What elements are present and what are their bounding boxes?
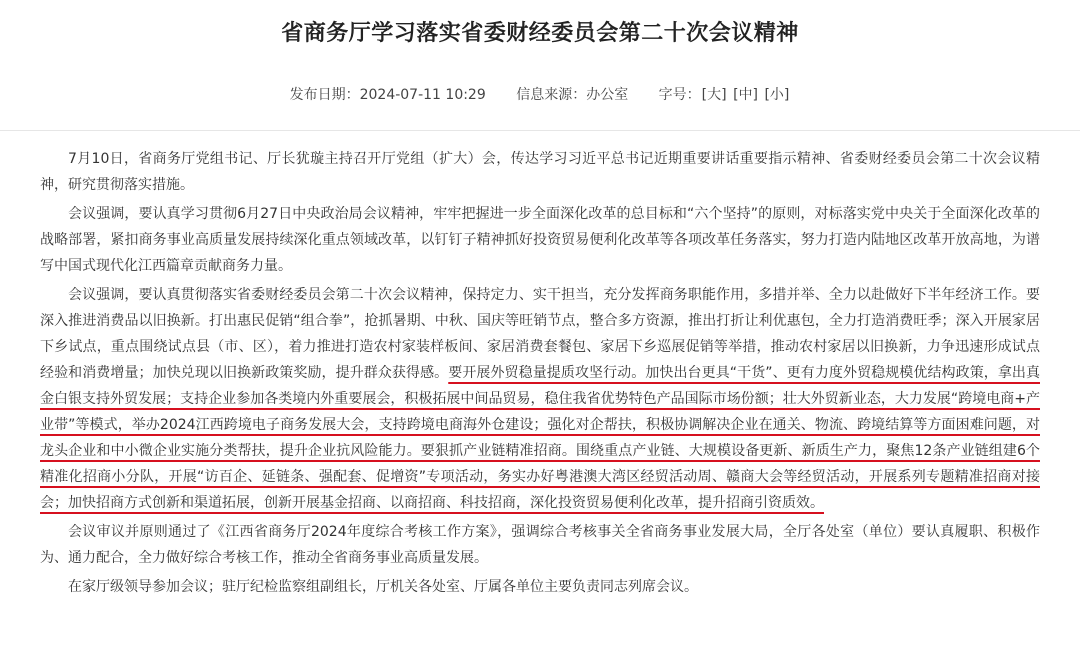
page-title: 省商务厅学习落实省委财经委员会第二十次会议精神 — [281, 21, 799, 46]
underlined-text: 要开展外贸稳量提质攻坚行动。加快出台更具“干货”、更有力度外贸稳规模优结构政策，拿出真金白银支持外贸发展；支持企业参加各类境内外重要展会，积极拓展中间品贸易，稳住我省优势特色产品国际市场份额；壮大外贸新业态，大力发展“跨境电商+产业带”等模式，举办2024江西跨境电子商务发展大会，支持跨境电商海外仓建设；强化对企帮扶，积极协调解决企业在通关、物流、跨境结算等方面困难问题，对龙头企业和中小微企业实施分类帮扶，提升企业抗风险能力。要狠抓产业链精准招商。围绕重点产业链、大规模设备更新、新质生产力，聚焦12条产业链组建6个精准化招商小分队，开展“访百企、延链条、强配套、促增资”专项活动，务实办好粤港澳大湾区经贸活动周、赣商大会等经贸活动，开展系列专题精准招商对接会；加快招商方式创新和渠道拓展，创新开展基金招商、以商招商、科技招商，深化投资贸易便利化改革，提升招商引资质效。 — [40, 365, 1040, 511]
paragraph: 在家厅级领导参加会议；驻厅纪检监察组副组长，厅机关各处室、厅属各单位主要负责同志列席会议。 — [68, 579, 698, 595]
header-divider — [0, 130, 1080, 131]
info-source-label: 信息来源： — [516, 87, 587, 103]
font-size-label: 字号： — [658, 87, 701, 103]
font-size-control — [659, 87, 791, 103]
paragraph: 7月10日，省商务厅党组书记、厅长犹璇主持召开厅党组（扩大）会，传达学习习近平总书记近期重要讲话重要指示精神、省委财经委员会第二十次会议精神，研究贯彻落实措施。 — [40, 151, 1040, 193]
publish-date-value: 2024-07-11 10:29 — [359, 87, 486, 103]
info-source — [516, 87, 628, 103]
paragraph-text: 会议强调，要认真贯彻落实省委财经委员会第二十次会议精神，保持定力、实干担当，充分发挥商务职能作用，多措并举、全力以赴做好下半年经济工作。要深入推进消费品以旧换新。打出惠民促销“组合拳”，抢抓暑期、中秋、国庆等旺销节点，整合多方资源，推出打折让利优惠包，全力打造消费旺季；深入开展家居下乡试点，重点围绕试点县（市、区），着力推进打造农村家装样板间、家居消费套餐包、家居下乡巡展促销等举措，推动农村家居以旧换新，力争迅速形成试点经验和消费增量；加快兑现以旧换新政策奖励，提升群众获得感。 — [40, 287, 1040, 381]
paragraph: 会议审议并原则通过了《江西省商务厅2024年度综合考核工作方案》，强调综合考核事关全省商务事业发展大局，全厅各处室（单位）要认真履职、积极作为、通力配合，全力做好综合考核工作，推动全省商务事业高质量发展。 — [40, 524, 1040, 566]
font-size-large-button[interactable]: [大] — [701, 87, 727, 103]
publish-date — [290, 87, 486, 103]
info-source-value: 办公室 — [586, 87, 629, 103]
font-size-medium-button[interactable]: [中] — [733, 87, 758, 103]
article-body — [40, 146, 1040, 603]
publish-date-label: 发布日期： — [289, 87, 360, 103]
font-size-small-button[interactable]: [小] — [764, 87, 790, 103]
paragraph-highlighted — [40, 282, 1040, 516]
paragraph: 会议强调，要认真学习贯彻6月27日中央政治局会议精神，牢牢把握进一步全面深化改革的总目标和“六个坚持”的原则，对标落实党中央关于全面深化改革的战略部署，紧扣商务事业高质量发展持续深化重点领域改革，以钉钉子精神抓好投资贸易便利化改革等各项改革任务落实，努力打造内陆地区改革开放高地，为谱写中国式现代化江西篇章贡献商务力量。 — [40, 206, 1040, 274]
article-meta — [0, 84, 1080, 104]
